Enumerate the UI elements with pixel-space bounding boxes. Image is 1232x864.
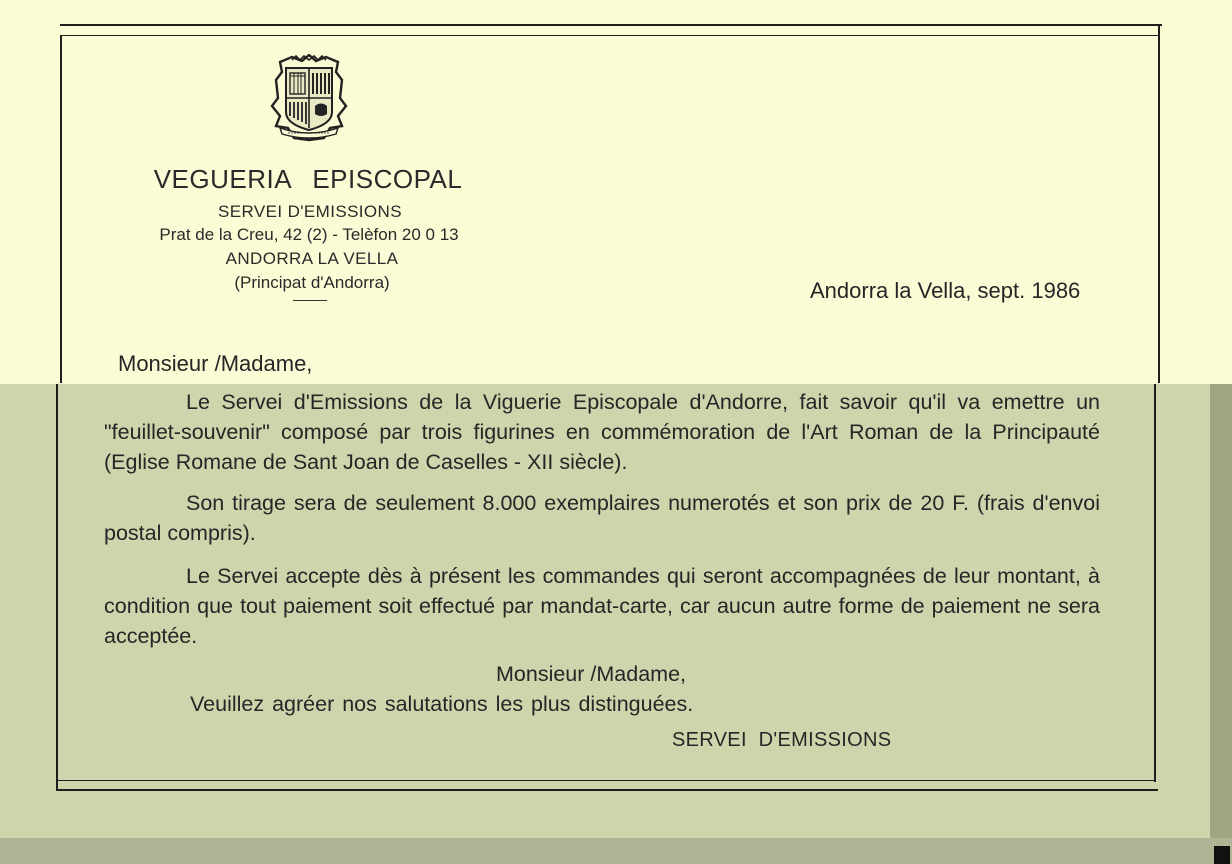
closing-salutation: Monsieur /Madame, [496,662,686,686]
frame-right-border [1158,26,1160,383]
frame-top-border [60,24,1162,26]
letterhead-country: (Principat d'Andorra) [234,273,390,292]
body-paragraph-2: Son tirage sera de seulement 8.000 exemplaires numerotés et son prix de 20 F. (frais d'envoi postal compris). [104,491,1100,545]
closing-signature: SERVEI D'EMISSIONS [672,729,892,751]
letterhead-divider [293,300,327,301]
scan-edge-bottom [0,838,1232,864]
closing-formula: Veuillez agréer nos salutations les plus distinguées. [190,692,694,716]
body-paragraph-1: Le Servei d'Emissions de la Viguerie Episcopale d'Andorre, fait savoir qu'il va emettre un "feuillet-souvenir" composé par trois figurines en commémoration de l'Art Roman de la Principauté (Eglise Romane de Sant Joan de Caselles - XII siècle). [104,390,1100,474]
frame-top-inner-border [60,35,1158,36]
letterhead-title: VEGUERIA EPISCOPAL [153,164,463,194]
frame-bottom-inner-border [58,780,1156,781]
scan-corner-mark [1214,846,1230,864]
letterhead-city: ANDORRA LA VELLA [225,249,399,268]
date-line: Andorra la Vella, sept. 1986 [810,278,1081,303]
salutation: Monsieur /Madame, [118,351,313,376]
frame-lower-left-border [56,384,58,790]
letterhead-service: SERVEI D'EMISSIONS [218,202,402,221]
frame-bottom-border [56,789,1158,791]
andorra-coat-of-arms-icon [266,54,352,142]
letterhead-address: Prat de la Creu, 42 (2) - Telèfon 20 0 13 [159,225,459,244]
frame-left-border [60,35,62,383]
frame-lower-right-border [1154,384,1156,782]
scan-edge-right [1210,384,1232,864]
body-paragraph-3: Le Servei accepte dès à présent les commandes qui seront accompagnées de leur montant, à condition que tout paiement soit effectué par mandat-carte, car aucun autre forme de paiement ne sera acceptée. [104,564,1100,648]
